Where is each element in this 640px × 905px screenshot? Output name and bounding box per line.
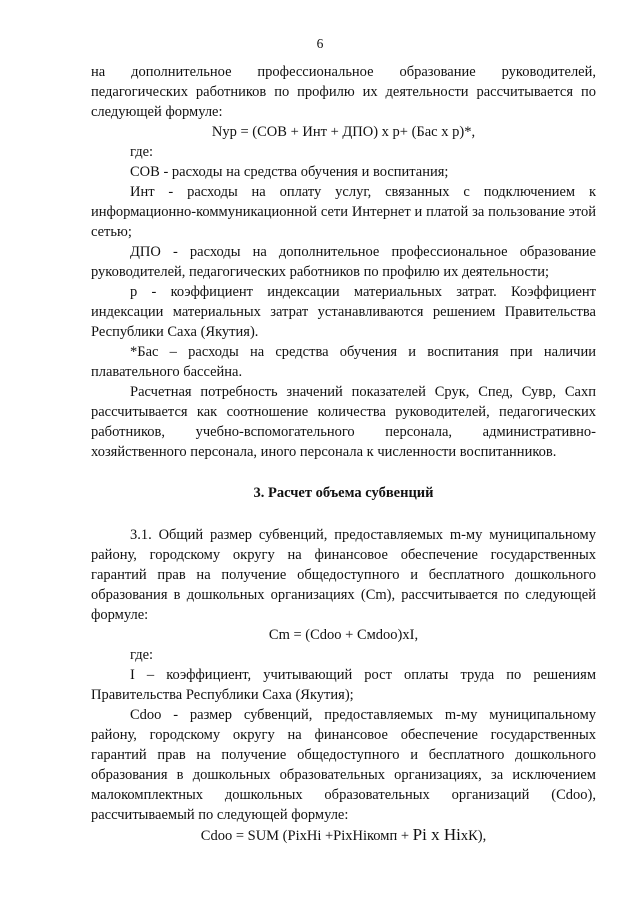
formula-cdoo-part-b: Pi х Hi — [412, 825, 461, 844]
document-body — [91, 62, 596, 846]
definition-cdoo: Cdoo - размер субвенций, предоставляемых m-му муниципальному району, городскому округу на финансовое обеспечение государственных гарантий прав на получение общедоступного и бесплатного дошкольного образования в дошкольных образовательных организациях, за исключением малокомплектных дошкольных образовательных организаций (Cdoo), рассчитываемый по следующей формуле: — [91, 707, 596, 823]
definition-int: Инт - расходы на оплату услуг, связанных с подключением к информационно-коммуникационной сети Интернет и платой за пользование этой сетью; — [91, 184, 596, 240]
page-number: 6 — [316, 36, 324, 51]
paragraph-where-2: где: — [130, 647, 154, 663]
paragraph-calc-need: Расчетная потребность значений показателей Срук, Спед, Сувр, Сахп рассчитывается как соотношение количества руководителей, педагогических работников, учебно-вспомогательного персонала, административно-хозяйственного персонала, иного персонала к численности воспитанников. — [91, 384, 596, 460]
formula-cdoo-part-a: Cdoo = SUM (PiхHi +PiхHiкомп + — [200, 828, 413, 844]
definition-i-coefficient: I – коэффициент, учитывающий рост оплаты труда по решениям Правительства Республики Саха (Якутия); — [91, 667, 596, 703]
formula-nur: Nур = (СОВ + Инт + ДПО) х р+ (Бас х р)*, — [211, 124, 476, 140]
formula-cm: Сm = (Cdoo + Cмdoo)хI, — [268, 627, 419, 643]
section-heading: 3. Расчет объема субвенций — [253, 485, 434, 501]
paragraph-3-1: 3.1. Общий размер субвенций, предоставляемых m-му муниципальному району, городскому округу на финансовое обеспечение государственных гарантий прав на получение общедоступного и бесплатного дошкольного образования в дошкольных организациях (Сm), рассчитывается по следующей формуле: — [91, 527, 596, 623]
paragraph-intro: на дополнительное профессиональное образование руководителей, педагогических работников по профилю их деятельности рассчитывается по следующей формуле: — [91, 64, 596, 120]
definition-bas: *Бас – расходы на средства обучения и воспитания при наличии плавательного бассейна. — [91, 344, 596, 380]
definition-p-coefficient: р - коэффициент индексации материальных затрат. Коэффициент индексации материальных затрат устанавливаются решением Правительства Республики Саха (Якутия). — [91, 284, 596, 340]
paragraph-where: где: — [130, 144, 154, 160]
definition-dpo: ДПО - расходы на дополнительное профессиональное образование руководителей, педагогических работников по профилю их деятельности; — [91, 244, 596, 280]
formula-cdoo-part-c: хК), — [460, 828, 487, 844]
formula-cdoo — [91, 825, 596, 846]
definition-sov: СОВ - расходы на средства обучения и воспитания; — [130, 164, 449, 180]
